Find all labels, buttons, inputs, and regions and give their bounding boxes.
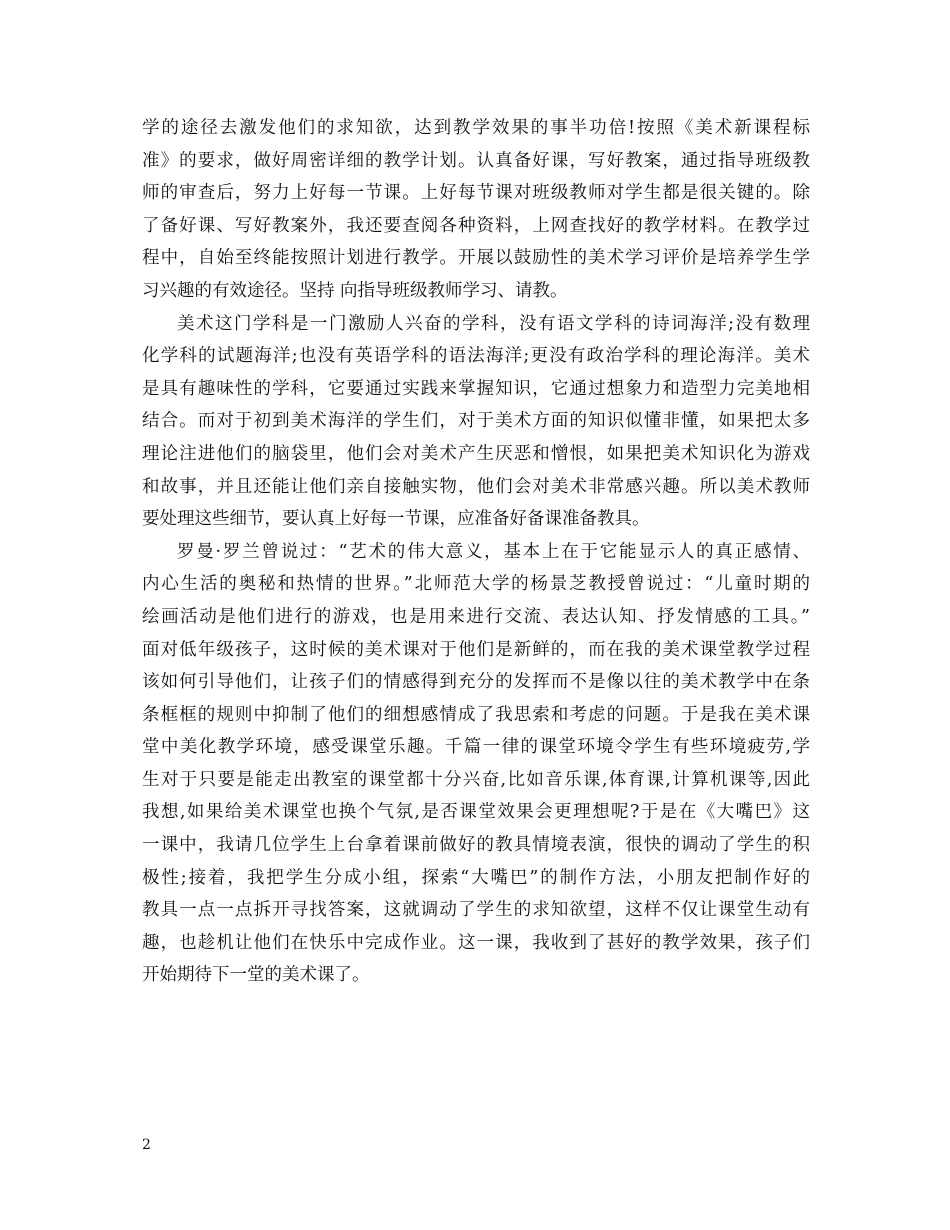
- paragraph-3-line-10: 一课中，我请几位学生上台拿着课前做好的教具情境表演，很快的调动了学生的积: [142, 835, 810, 856]
- paragraph-2-line-1: 美术这门学科是一门激励人兴奋的学科，没有语文学科的诗词海洋;没有数理: [177, 313, 810, 334]
- paragraph-3-line-7: 堂中美化教学环境，感受课堂乐趣。千篇一律的课堂环境令学生有些环境疲劳,学: [142, 737, 810, 758]
- paragraph-3-line-8: 生对于只要是能走出教室的课堂都十分兴奋,比如音乐课,体育课,计算机课等,因此: [142, 769, 810, 790]
- paragraph-3-line-14: 开始期待下一堂的美术课了。: [142, 965, 370, 986]
- paragraph-3-line-2: 内心生活的奥秘和热情的世界。”北师范大学的杨景芝教授曾说过：“儿童时期的: [142, 574, 810, 595]
- paragraph-1-line-1: 学的途径去激发他们的求知欲，达到教学效果的事半功倍!按照《美术新课程标: [142, 118, 810, 138]
- paragraph-2-line-3: 是具有趣味性的学科，它要通过实践来掌握知识，它通过想象力和造型力完美地相: [142, 378, 810, 399]
- paragraph-1-line-4: 了备好课、写好教案外，我还要查阅各种资料，上网查找好的教学材料。在教学过: [142, 215, 810, 236]
- paragraph-3-line-5: 该如何引导他们，让孩子们的情感得到充分的发挥而不是像以往的美术教学中在条: [142, 672, 810, 693]
- paragraph-3-line-11: 极性;接着，我把学生分成小组，探索“大嘴巴”的制作方法，小朋友把制作好的: [142, 867, 810, 888]
- paragraph-3-line-6: 条框框的规则中抑制了他们的细想感情成了我思索和考虑的问题。于是我在美术课: [142, 704, 810, 725]
- paragraph-2-line-4: 结合。而对于初到美术海洋的学生们，对于美术方面的知识似懂非懂，如果把太多: [142, 411, 810, 432]
- paragraph-3-line-1: 罗曼·罗兰曾说过：“艺术的伟大意义，基本上在于它能显示人的真正感情、: [177, 541, 810, 562]
- paragraph-2-line-2: 化学科的试题海洋;也没有英语学科的语法海洋;更没有政治学科的理论海洋。美术: [142, 346, 810, 367]
- paragraph-3-line-4: 面对低年级孩子，这时候的美术课对于他们是新鲜的，而在我的美术课堂教学过程: [142, 639, 810, 660]
- paragraph-1-line-5: 程中，自始至终能按照计划进行教学。开展以鼓励性的美术学习评价是培养学生学: [142, 248, 810, 269]
- paragraph-1-line-3: 师的审查后，努力上好每一节课。上好每节课对班级教师对学生都是很关键的。除: [142, 183, 810, 204]
- paragraph-3-line-12: 教具一点一点拆开寻找答案，这就调动了学生的求知欲望，这样不仅让课堂生动有: [142, 900, 810, 921]
- paragraph-2-line-5: 理论注进他们的脑袋里，他们会对美术产生厌恶和憎恨，如果把美术知识化为游戏: [142, 443, 810, 464]
- paragraph-3-line-3: 绘画活动是他们进行的游戏，也是用来进行交流、表达认知、抒发情感的工具。”: [142, 606, 810, 627]
- paragraph-2-line-6: 和故事，并且还能让他们亲自接触实物，他们会对美术非常感兴趣。所以美术教师: [142, 476, 810, 497]
- paragraph-2-line-7: 要处理这些细节，要认真上好每一节课，应准备好备课准备教具。: [142, 509, 650, 530]
- body-text: [142, 112, 810, 992]
- paragraph-3-line-9: 我想,如果给美术课堂也换个气氛,是否课堂效果会更理想呢?于是在《大嘴巴》这: [142, 802, 810, 823]
- paragraph-3-line-13: 趣，也趁机让他们在快乐中完成作业。这一课，我收到了甚好的教学效果，孩子们: [142, 932, 810, 953]
- paragraph-1-line-2: 准》的要求，做好周密详细的教学计划。认真备好课，写好教案，通过指导班级教: [142, 150, 810, 171]
- page-number: 2: [142, 1137, 151, 1153]
- paragraph-1-line-6: 习兴趣的有效途径。坚持 向指导班级教师学习、请教。: [142, 280, 568, 301]
